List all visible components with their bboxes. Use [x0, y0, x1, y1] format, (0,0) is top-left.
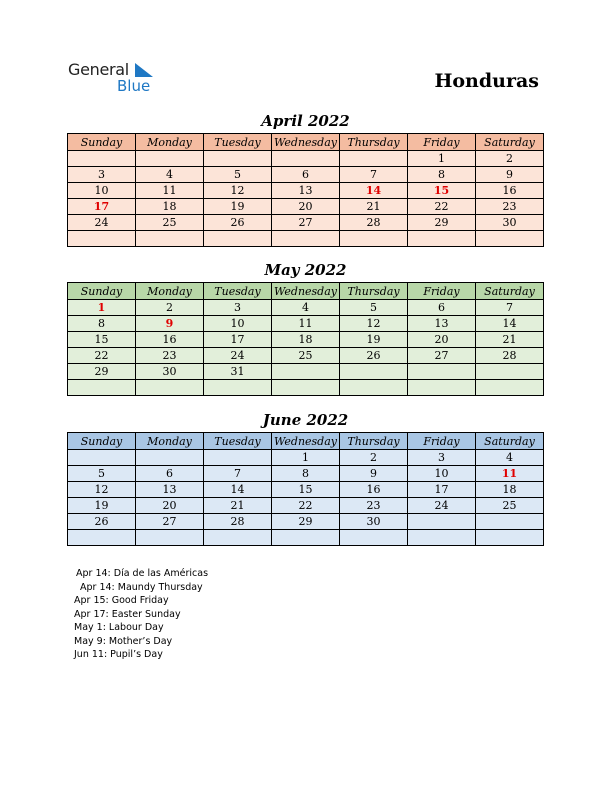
day-cell: 25: [476, 498, 544, 514]
empty-day-cell: [476, 380, 544, 396]
empty-day-cell: [68, 530, 136, 546]
day-cell: 28: [476, 348, 544, 364]
day-cell: 4: [136, 167, 204, 183]
empty-day-cell: [408, 364, 476, 380]
day-cell: 12: [68, 482, 136, 498]
empty-day-cell: [272, 364, 340, 380]
day-cell: 8: [272, 466, 340, 482]
empty-day-cell: [476, 530, 544, 546]
holiday-note: May 9: Mother’s Day: [74, 635, 173, 647]
day-cell: 4: [272, 300, 340, 316]
day-cell: 17: [204, 332, 272, 348]
day-cell: 29: [68, 364, 136, 380]
empty-day-cell: [204, 151, 272, 167]
day-cell: 11: [272, 316, 340, 332]
day-cell: 16: [136, 332, 204, 348]
week-row: [68, 482, 544, 498]
empty-day-cell: [340, 380, 408, 396]
day-cell: 28: [204, 514, 272, 530]
day-cell: 3: [68, 167, 136, 183]
day-cell: 5: [340, 300, 408, 316]
day-cell: 18: [476, 482, 544, 498]
day-cell: 28: [340, 215, 408, 231]
weekday-label: Sunday: [68, 283, 136, 300]
empty-day-cell: [272, 231, 340, 247]
week-row: [68, 151, 544, 167]
day-cell: 8: [408, 167, 476, 183]
empty-day-cell: [204, 450, 272, 466]
day-cell: 6: [136, 466, 204, 482]
weekday-label: Thursday: [340, 433, 408, 450]
holiday-note: Apr 17: Easter Sunday: [74, 608, 181, 620]
weekday-label: Wednesday: [272, 433, 340, 450]
weekday-label: Wednesday: [272, 283, 340, 300]
empty-day-cell: [340, 530, 408, 546]
day-cell: 1: [408, 151, 476, 167]
holiday-note: Apr 14: Día de las Américas: [76, 568, 209, 579]
day-cell: 14: [204, 482, 272, 498]
day-cell: 26: [204, 215, 272, 231]
day-cell: 13: [272, 183, 340, 199]
empty-day-cell: [272, 380, 340, 396]
day-cell: 1: [68, 300, 136, 316]
empty-day-cell: [204, 231, 272, 247]
week-row: [68, 466, 544, 482]
logo-general-text: General: [68, 60, 129, 79]
empty-day-cell: [476, 364, 544, 380]
empty-day-cell: [204, 380, 272, 396]
day-cell: 23: [340, 498, 408, 514]
day-cell: 20: [408, 332, 476, 348]
week-row: [68, 348, 544, 364]
day-cell: 3: [204, 300, 272, 316]
day-cell: 14: [476, 316, 544, 332]
empty-day-cell: [272, 530, 340, 546]
day-cell: 27: [136, 514, 204, 530]
empty-day-cell: [408, 514, 476, 530]
day-cell: 10: [204, 316, 272, 332]
empty-day-cell: [408, 380, 476, 396]
day-cell: 21: [204, 498, 272, 514]
day-cell: 15: [272, 482, 340, 498]
empty-day-cell: [136, 151, 204, 167]
day-cell: 3: [408, 450, 476, 466]
day-cell: 9: [340, 466, 408, 482]
day-cell: 6: [408, 300, 476, 316]
day-cell: 11: [136, 183, 204, 199]
day-cell: 16: [476, 183, 544, 199]
holiday-notes: [72, 567, 208, 662]
empty-day-cell: [272, 151, 340, 167]
day-cell: 22: [408, 199, 476, 215]
weekday-header-row: [68, 134, 544, 151]
empty-day-cell: [476, 514, 544, 530]
generalblue-logo: [68, 60, 168, 100]
day-cell: 11: [476, 466, 544, 482]
month-title-may: May 2022: [264, 261, 347, 279]
day-cell: 18: [272, 332, 340, 348]
weekday-label: Saturday: [476, 134, 544, 151]
day-cell: 24: [68, 215, 136, 231]
month-title-june: June 2022: [262, 411, 349, 429]
empty-day-cell: [68, 380, 136, 396]
day-cell: 9: [136, 316, 204, 332]
calendar-april: [67, 133, 544, 247]
day-cell: 17: [408, 482, 476, 498]
day-cell: 22: [68, 348, 136, 364]
holiday-note: May 1: Labour Day: [74, 622, 164, 633]
day-cell: 1: [272, 450, 340, 466]
day-cell: 27: [408, 348, 476, 364]
day-cell: 12: [204, 183, 272, 199]
day-cell: 2: [136, 300, 204, 316]
day-cell: 26: [68, 514, 136, 530]
day-cell: 19: [68, 498, 136, 514]
day-cell: 13: [408, 316, 476, 332]
day-cell: 31: [204, 364, 272, 380]
empty-day-cell: [68, 450, 136, 466]
weekday-label: Monday: [136, 283, 204, 300]
day-cell: 7: [476, 300, 544, 316]
day-cell: 19: [340, 332, 408, 348]
weekday-label: Tuesday: [204, 433, 272, 450]
month-title-april: April 2022: [261, 112, 350, 130]
day-cell: 7: [340, 167, 408, 183]
day-cell: 10: [68, 183, 136, 199]
day-cell: 25: [136, 215, 204, 231]
day-cell: 7: [204, 466, 272, 482]
holiday-note: Apr 14: Maundy Thursday: [80, 581, 203, 593]
weekday-label: Wednesday: [272, 134, 340, 151]
day-cell: 2: [340, 450, 408, 466]
weekday-label: Friday: [408, 134, 476, 151]
weekday-label: Sunday: [68, 433, 136, 450]
week-row: [68, 332, 544, 348]
day-cell: 2: [476, 151, 544, 167]
day-cell: 19: [204, 199, 272, 215]
holiday-note: Apr 15: Good Friday: [74, 595, 169, 606]
empty-day-cell: [340, 231, 408, 247]
empty-day-cell: [136, 530, 204, 546]
empty-day-cell: [136, 450, 204, 466]
week-row: [68, 380, 544, 396]
empty-day-cell: [408, 530, 476, 546]
calendar-may: [67, 282, 544, 396]
weekday-label: Tuesday: [204, 134, 272, 151]
day-cell: 12: [340, 316, 408, 332]
empty-day-cell: [408, 231, 476, 247]
day-cell: 26: [340, 348, 408, 364]
day-cell: 29: [272, 514, 340, 530]
empty-day-cell: [476, 231, 544, 247]
week-row: [68, 450, 544, 466]
week-row: [68, 316, 544, 332]
week-row: [68, 300, 544, 316]
empty-day-cell: [340, 151, 408, 167]
week-row: [68, 530, 544, 546]
empty-day-cell: [136, 380, 204, 396]
week-row: [68, 199, 544, 215]
weekday-label: Tuesday: [204, 283, 272, 300]
day-cell: 25: [272, 348, 340, 364]
week-row: [68, 514, 544, 530]
day-cell: 13: [136, 482, 204, 498]
weekday-label: Thursday: [340, 283, 408, 300]
logo-triangle-icon: [135, 63, 153, 77]
day-cell: 27: [272, 215, 340, 231]
day-cell: 20: [136, 498, 204, 514]
day-cell: 21: [340, 199, 408, 215]
weekday-label: Sunday: [68, 134, 136, 151]
weekday-label: Saturday: [476, 433, 544, 450]
weekday-label: Friday: [408, 433, 476, 450]
weekday-label: Saturday: [476, 283, 544, 300]
weekday-label: Friday: [408, 283, 476, 300]
weekday-label: Thursday: [340, 134, 408, 151]
day-cell: 14: [340, 183, 408, 199]
holiday-note: Jun 11: Pupil’s Day: [74, 649, 163, 660]
empty-day-cell: [68, 151, 136, 167]
day-cell: 5: [68, 466, 136, 482]
day-cell: 30: [136, 364, 204, 380]
day-cell: 30: [340, 514, 408, 530]
day-cell: 6: [272, 167, 340, 183]
week-row: [68, 231, 544, 247]
weekday-label: Monday: [136, 134, 204, 151]
day-cell: 29: [408, 215, 476, 231]
week-row: [68, 364, 544, 380]
day-cell: 24: [408, 498, 476, 514]
calendar-june: [67, 432, 544, 546]
day-cell: 15: [408, 183, 476, 199]
logo-blue-text: Blue: [117, 77, 151, 95]
day-cell: 23: [476, 199, 544, 215]
day-cell: 30: [476, 215, 544, 231]
week-row: [68, 498, 544, 514]
day-cell: 17: [68, 199, 136, 215]
country-title: Honduras: [434, 70, 539, 92]
week-row: [68, 183, 544, 199]
day-cell: 10: [408, 466, 476, 482]
day-cell: 23: [136, 348, 204, 364]
empty-day-cell: [340, 364, 408, 380]
week-row: [68, 167, 544, 183]
day-cell: 22: [272, 498, 340, 514]
day-cell: 15: [68, 332, 136, 348]
empty-day-cell: [204, 530, 272, 546]
weekday-header-row: [68, 283, 544, 300]
day-cell: 9: [476, 167, 544, 183]
week-row: [68, 215, 544, 231]
day-cell: 24: [204, 348, 272, 364]
day-cell: 16: [340, 482, 408, 498]
empty-day-cell: [68, 231, 136, 247]
weekday-header-row: [68, 433, 544, 450]
day-cell: 4: [476, 450, 544, 466]
day-cell: 21: [476, 332, 544, 348]
weekday-label: Monday: [136, 433, 204, 450]
day-cell: 20: [272, 199, 340, 215]
day-cell: 8: [68, 316, 136, 332]
day-cell: 18: [136, 199, 204, 215]
empty-day-cell: [136, 231, 204, 247]
day-cell: 5: [204, 167, 272, 183]
